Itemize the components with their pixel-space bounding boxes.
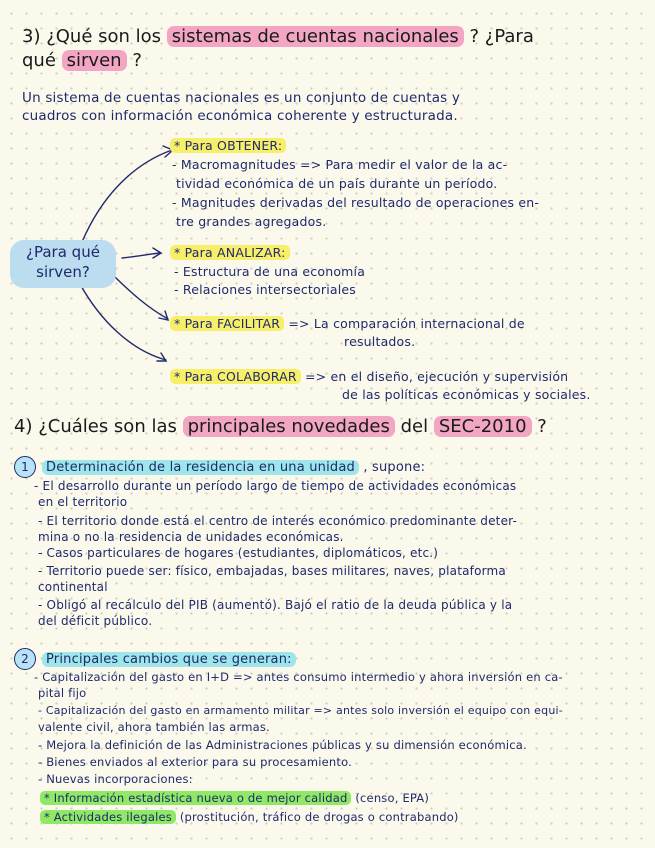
branch-analizar-line: - Estructura de una economía [174, 264, 366, 279]
section1-line: - Territorio puede ser: físico, embajadas, bases militares, naves, plataforma [38, 564, 506, 578]
arrow-to-obtener [82, 150, 172, 242]
definition-line2: cuadros con información económica coherente y estructurada. [22, 108, 458, 124]
q3-suffix: ? ¿Para [469, 26, 534, 47]
q3-prefix: 3) ¿Qué son los [22, 26, 162, 47]
section2-green2-suffix: (prostitución, tráfico de drogas o contrabando) [179, 810, 459, 824]
section1-title: Determinación de la residencia en una unidad [42, 460, 359, 475]
section2-title-row [14, 648, 296, 670]
section2-line: - Capitalización del gasto en armamento militar => antes solo inversión el equipo con equi- [38, 704, 563, 717]
q4-prefix: 4) ¿Cuáles son las [14, 416, 177, 437]
center-bubble-line1: ¿Para qué [26, 243, 100, 261]
q4-middle: del [400, 416, 429, 437]
section2-line: valente civil, ahora también las armas. [38, 720, 270, 734]
q3-highlight: sistemas de cuentas nacionales [167, 26, 464, 47]
section1-title-row [14, 456, 425, 478]
section1-line: mina o no la residencia de unidades económicas. [38, 530, 344, 544]
section2-line: - Bienes enviados al exterior para su procesamiento. [38, 755, 352, 769]
section1-number: 1 [14, 456, 36, 478]
branch-colaborar-label: * Para COLABORAR [170, 369, 301, 384]
section2-green2-row [40, 810, 459, 824]
section2-green2: * Actividades ilegales [40, 810, 176, 824]
branch-obtener-line: tividad económica de un país durante un período. [176, 176, 498, 191]
section1-line: en el territorio [38, 495, 128, 509]
section2-line: - Nuevas incorporaciones: [38, 772, 193, 786]
arrow-to-colaborar [80, 284, 166, 360]
section2-line: - Mejora la definición de las Administraciones públicas y su dimensión económica. [38, 738, 527, 752]
question-4 [14, 416, 547, 437]
center-bubble [10, 240, 116, 288]
branch-facilitar-text2: resultados. [344, 334, 416, 349]
section2-title: Principales cambios que se generan: [42, 652, 296, 667]
section1-line: - El desarrollo durante un período largo de tiempo de actividades económicas [34, 479, 517, 493]
q3-line2-highlight: sirven [62, 50, 127, 71]
arrow-to-facilitar [112, 274, 168, 319]
branch-obtener-line: tre grandes agregados. [176, 214, 327, 229]
q4-highlight1: principales novedades [183, 416, 395, 437]
branch-facilitar-label: * Para FACILITAR [170, 316, 284, 331]
section1-line: - El territorio donde está el centro de interés económico predominante deter- [38, 514, 518, 528]
section1-title-suffix: , supone: [363, 460, 426, 475]
section2-line: - Capitalización del gasto en I+D => antes consumo intermedio y ahora inversión en ca- [34, 670, 563, 684]
branch-facilitar-row [170, 316, 525, 331]
q3-line2-prefix: qué [22, 50, 56, 71]
section2-green1: * Información estadística nueva o de mejor calidad [40, 791, 351, 805]
branch-obtener-label-row [170, 138, 286, 153]
branch-analizar-line: - Relaciones intersectoriales [174, 282, 357, 297]
q4-suffix: ? [537, 416, 547, 437]
section2-line: pital fijo [38, 686, 87, 700]
branch-analizar-label: * Para ANALIZAR: [170, 245, 290, 260]
branch-facilitar-text1: => La comparación internacional de [288, 316, 525, 331]
section2-green1-suffix: (censo, EPA) [355, 791, 430, 805]
q4-highlight2: SEC-2010 [434, 416, 532, 437]
section2-green1-row [40, 791, 429, 805]
section2-number: 2 [14, 648, 36, 670]
branch-obtener-line: - Magnitudes derivadas del resultado de operaciones en- [172, 195, 540, 210]
center-bubble-line2: sirven? [36, 263, 90, 281]
branch-analizar-label-row [170, 245, 290, 260]
branch-obtener-label: * Para OBTENER: [170, 138, 286, 153]
q3-line2-suffix: ? [132, 50, 142, 71]
branch-obtener-line: - Macromagnitudes => Para medir el valor de la ac- [172, 157, 508, 172]
section1-line: del déficit público. [38, 614, 153, 628]
branch-colaborar-text2: de las políticas económicas y sociales. [342, 387, 591, 402]
section1-line: - Casos particulares de hogares (estudiantes, diplomáticos, etc.) [38, 546, 439, 560]
section1-line: - Obligó al recálculo del PIB (aumentó). Bajó el ratio de la deuda pública y la [38, 598, 513, 612]
branch-colaborar-text1: => en el diseño, ejecución y supervisión [305, 369, 569, 384]
section1-line: continental [38, 580, 108, 594]
branch-colaborar-row [170, 369, 568, 384]
definition-line1: Un sistema de cuentas nacionales es un conjunto de cuentas y [22, 90, 461, 106]
